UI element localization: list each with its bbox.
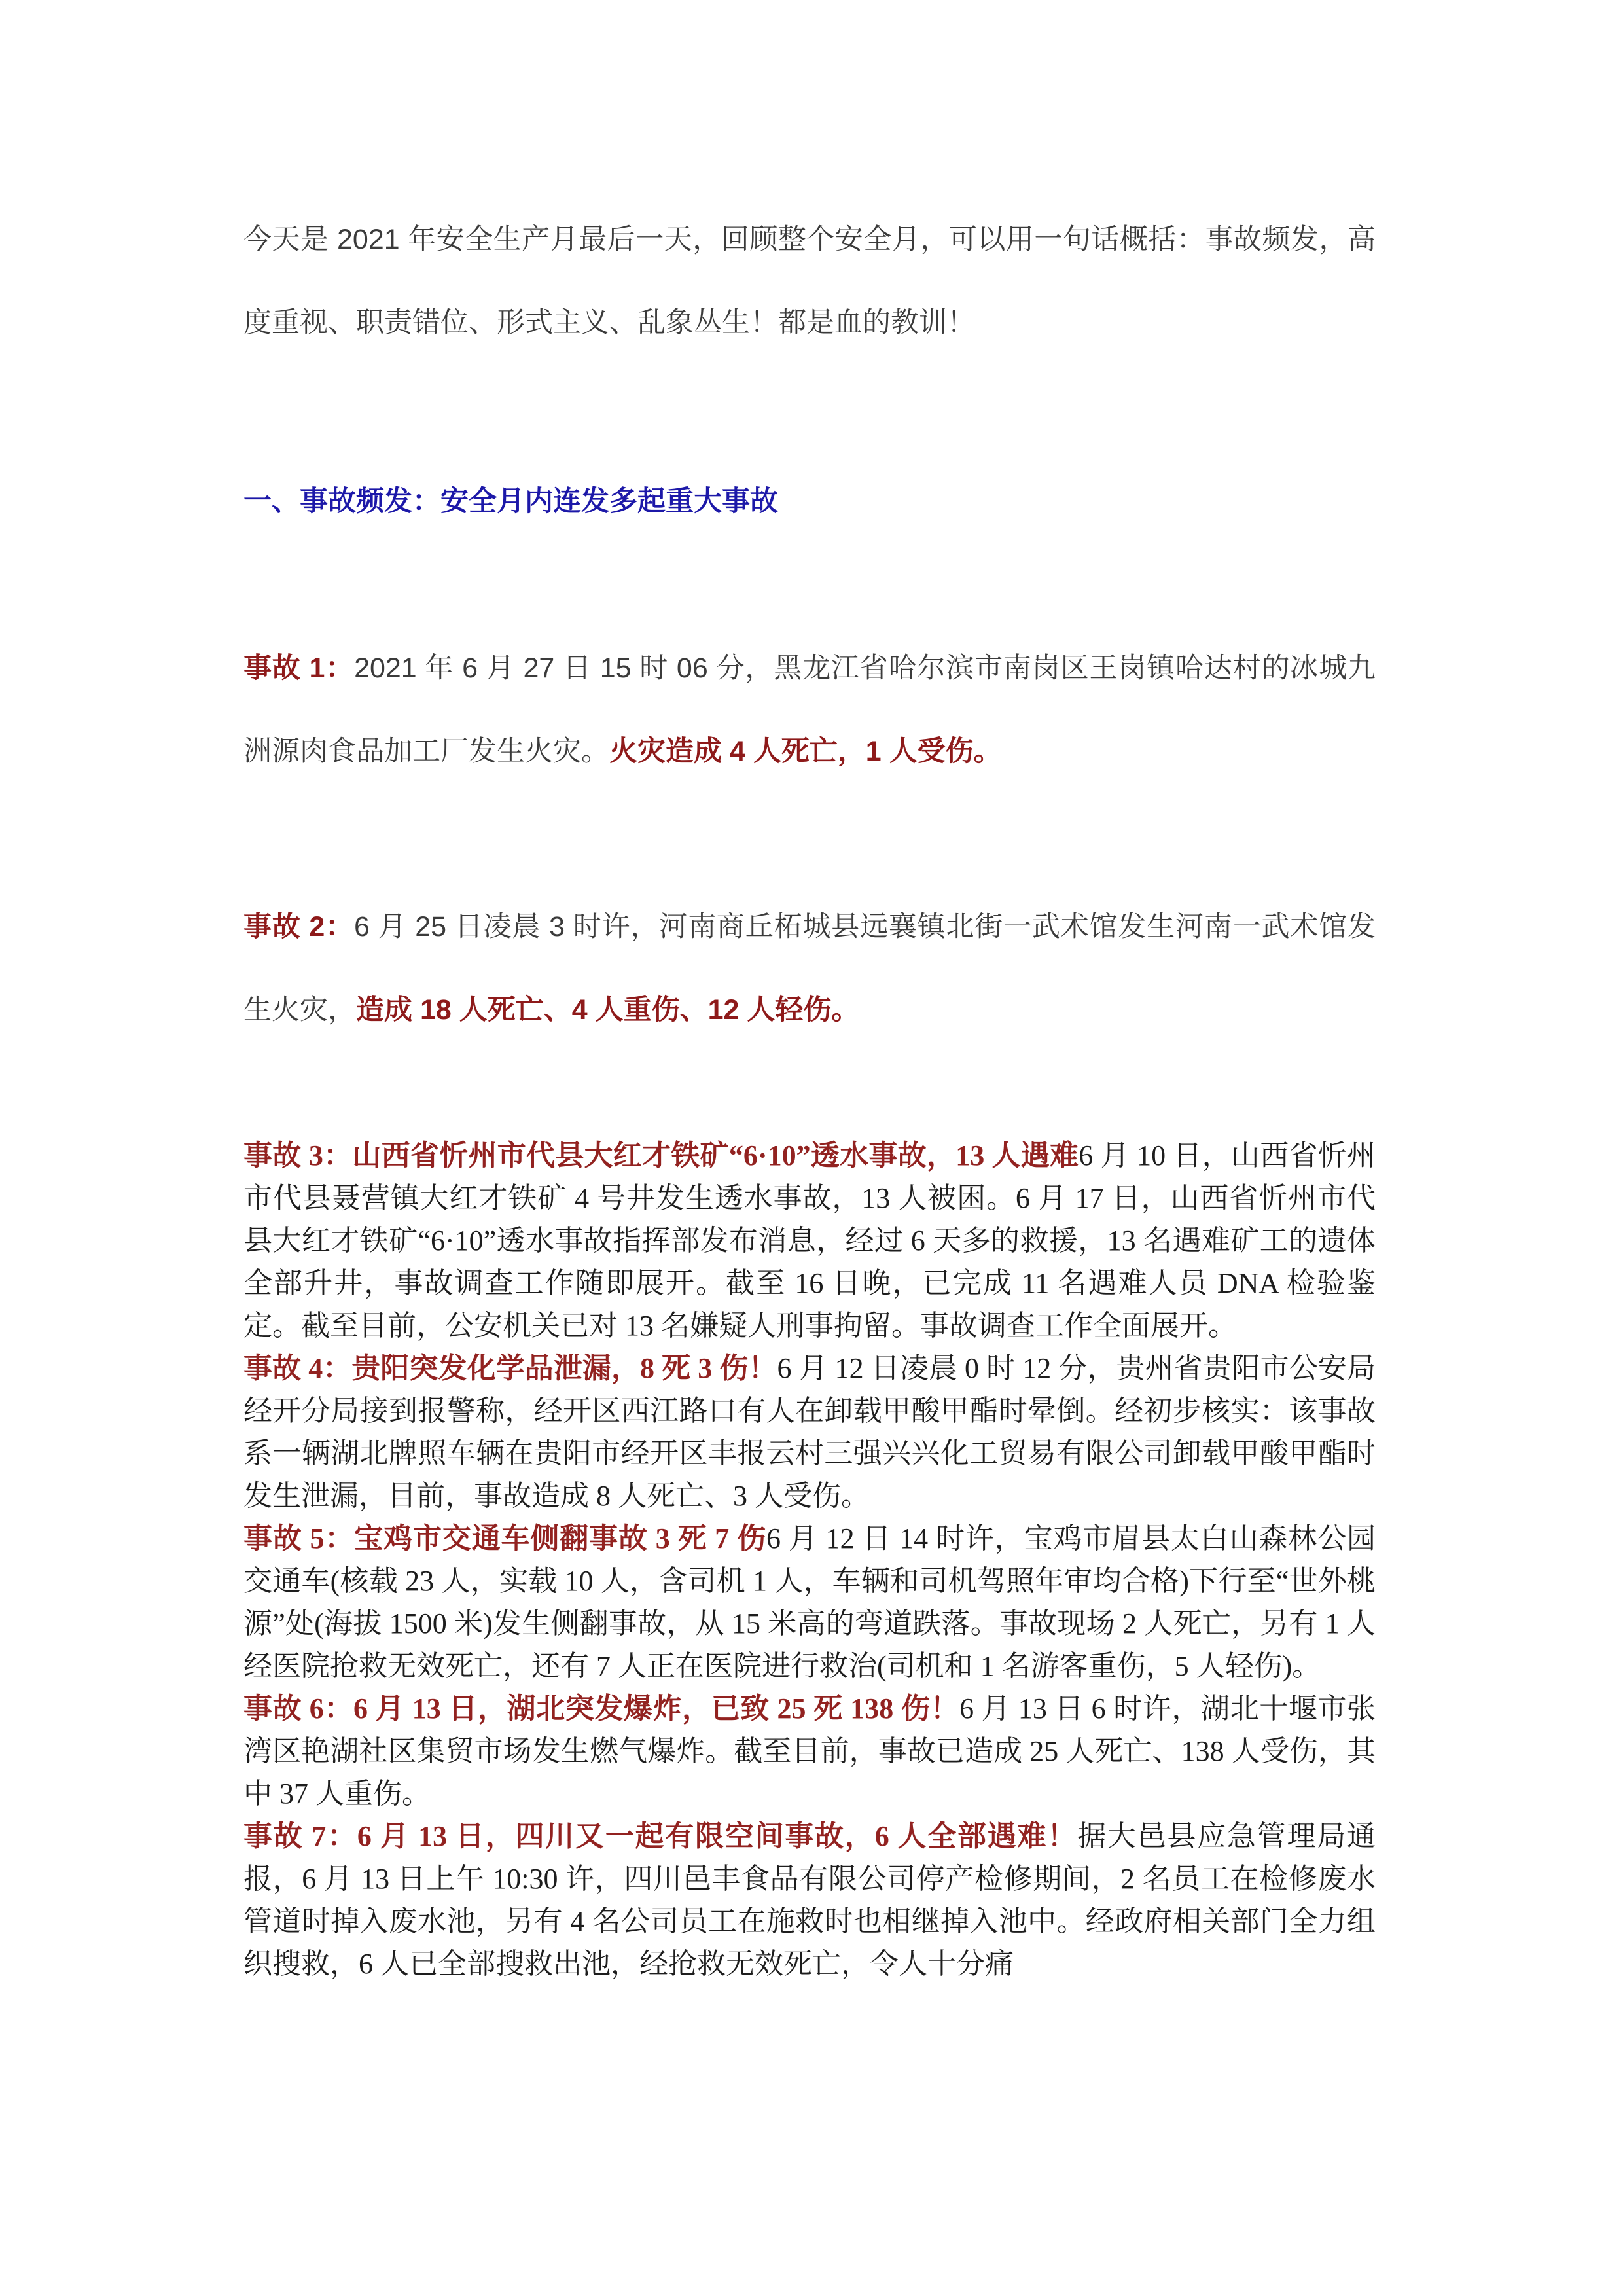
incident-1-paragraph-run-1: 事故 1： — [243, 653, 355, 684]
incident-1-paragraph-run-3: 火灾造成 4 人死亡，1 人受伤。 — [609, 736, 1002, 767]
incident-2-paragraph — [243, 886, 1376, 1052]
incident-3-paragraph — [243, 1134, 1376, 1347]
incident-6-paragraph-run-2: 6 月 13 日 6 时许，湖北十堰市张湾区艳湖社区集贸市场发生燃气爆炸。截至目前，事故已造成 25 人死亡、138 人受伤，其中 37 人重伤。 — [243, 1693, 1376, 1810]
incident-4-paragraph — [243, 1347, 1376, 1517]
incident-1-paragraph — [243, 627, 1376, 793]
section-heading — [243, 460, 1376, 543]
incident-4-paragraph-run-2: 6 月 12 日凌晨 0 时 12 分，贵州省贵阳市公安局经开分局接到报警称，经开区西江路口有人在卸载甲酸甲酯时晕倒。经初步核实：该事故系一辆湖北牌照车辆在贵阳市经开区丰报云村三强兴兴化工贸易有限公司卸载甲酸甲酯时发生泄漏，目前，事故造成 8 人死亡、3 人受伤。 — [243, 1352, 1376, 1512]
incident-5-paragraph-run-1: 事故 5：宝鸡市交通车侧翻事故 3 死 7 伤 — [243, 1522, 766, 1554]
incident-2-paragraph-run-1: 事故 2： — [243, 911, 354, 942]
incident-7-paragraph-run-2: 据大邑县应急管理局通报，6 月 13 日上午 10:30 许，四川邑丰食品有限公司停产检修期间，2 名员工在检修废水管道时掉入废水池，另有 4 名公司员工在施救时也相继掉入池中。经政府相关部门全力组织搜救，6 人已全部搜救出池，经抢救无效死亡，令人十分痛 — [243, 1820, 1376, 1980]
section-heading-run-1: 一、事故频发：安全月内连发多起重大事故 — [243, 486, 778, 517]
incident-7-paragraph — [243, 1815, 1376, 1985]
incident-3-paragraph-run-2: 6 月 10 日，山西省忻州市代县聂营镇大红才铁矿 4 号井发生透水事故，13 人被困。6 月 17 日，山西省忻州市代县大红才铁矿“6·10”透水事故指挥部发布消息，经过 6 天多的救援，13 名遇难矿工的遗体全部升井，事故调查工作随即展开。截至 16 日晚，已完成 11 名遇难人员 DNA 检验鉴定。截至目前，公安机关已对 13 名嫌疑人刑事拘留。事故调查工作全面展开。 — [243, 1139, 1376, 1342]
incident-5-paragraph — [243, 1517, 1376, 1687]
document-body — [243, 198, 1376, 1985]
incident-2-paragraph-run-2: 6 月 25 日凌晨 3 时许，河南商丘柘城县远襄镇北街一武术馆发生河南一武术馆发生火灾， — [243, 911, 1376, 1026]
incident-6-paragraph — [243, 1687, 1376, 1815]
incident-1-paragraph-run-2: 2021 年 6 月 27 日 15 时 06 分，黑龙江省哈尔滨市南岗区王岗镇哈达村的冰城九洲源肉食品加工厂发生火灾。 — [243, 653, 1376, 767]
intro-paragraph-run-1: 今天是 2021 年安全生产月最后一天，回顾整个安全月，可以用一句话概括：事故频发，高度重视、职责错位、形式主义、乱象丛生！都是血的教训！ — [243, 224, 1376, 338]
incident-6-paragraph-run-1: 事故 6：6 月 13 日，湖北突发爆炸，已致 25 死 138 伤！ — [243, 1693, 960, 1725]
incident-4-paragraph-run-1: 事故 4：贵阳突发化学品泄漏，8 死 3 伤！ — [243, 1352, 777, 1384]
incident-3-paragraph-run-1: 事故 3：山西省忻州市代县大红才铁矿“6·10”透水事故，13 人遇难 — [243, 1139, 1079, 1172]
incident-2-paragraph-run-3: 造成 18 人死亡、4 人重伤、12 人轻伤。 — [356, 994, 860, 1026]
incident-5-paragraph-run-2: 6 月 12 日 14 时许，宝鸡市眉县太白山森林公园交通车(核载 23 人，实载 10 人，含司机 1 人，车辆和司机驾照年审均合格)下行至“世外桃源”处(海拔 1500 米)发生侧翻事故，从 15 米高的弯道跌落。事故现场 2 人死亡，另有 1 人经医院抢救无效死亡，还有 7 人正在医院进行救治(司机和 1 名游客重伤，5 人轻伤)。 — [243, 1522, 1376, 1682]
intro-paragraph — [243, 198, 1376, 365]
incident-7-paragraph-run-1: 事故 7：6 月 13 日，四川又一起有限空间事故，6 人全部遇难！ — [243, 1820, 1078, 1852]
